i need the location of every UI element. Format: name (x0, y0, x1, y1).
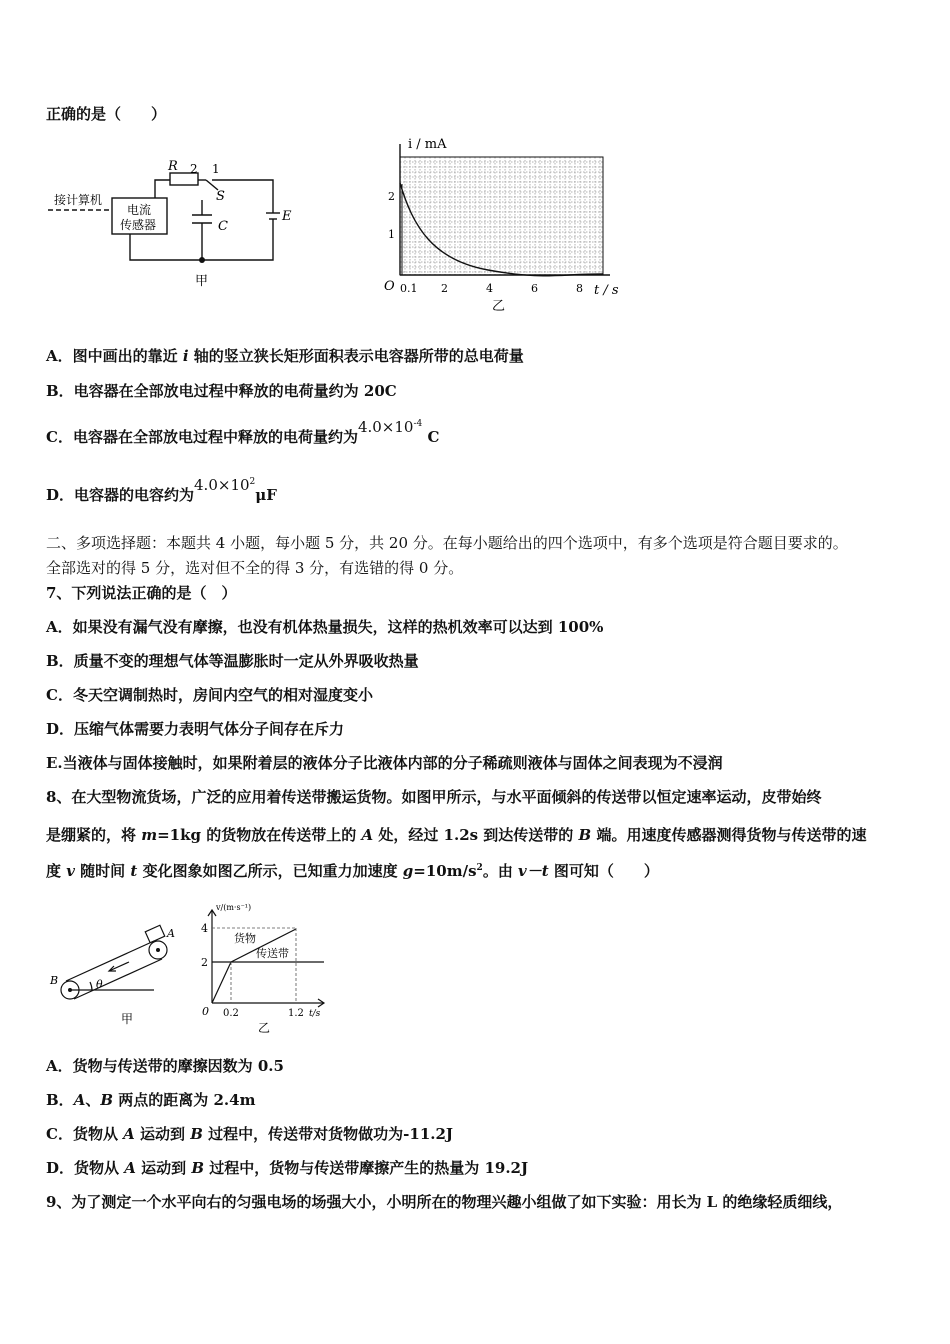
belt-label-a: A (167, 927, 175, 940)
q6-option-a: A．图中画出的靠近 i 轴的竖立狭长矩形面积表示电容器所带的总电荷量 (46, 347, 524, 365)
q9-stem-1: 9、为了测定一个水平向右的匀强电场的场强大小，小明所在的物理兴趣小组做了如下实验：用长为 L 的绝缘轻质细线， (46, 1193, 843, 1211)
q7-option-a: A．如果没有漏气没有摩擦，也没有机体热量损失，这样的热机效率可以达到 100% (46, 618, 604, 636)
graph-x-tick-01: 0.1 (400, 282, 418, 295)
vt-caption: 乙 (258, 1021, 271, 1035)
circuit-label-1: 1 (212, 162, 220, 176)
q6-option-d: D．电容器的电容约为$4.0\times 10^2\mu F$ (46, 476, 277, 504)
vt-origin: 0 (202, 1005, 209, 1018)
vt-x-tick-02: 0.2 (223, 1008, 239, 1019)
graph-x-label: t / s (594, 283, 619, 298)
q6-stem-tail: 正确的是（ ） (46, 105, 167, 123)
circuit-caption: 甲 (195, 274, 209, 289)
graph-x-tick-4: 4 (486, 282, 493, 295)
vt-y-tick-2: 2 (201, 956, 208, 969)
vt-label-cargo: 货物 (234, 932, 256, 945)
q7-option-d: D．压缩气体需要力表明气体分子间存在斥力 (46, 720, 345, 738)
graph-x-tick-8: 8 (576, 282, 583, 295)
belt-label-b: B (50, 974, 59, 987)
circuit-label-s: S (216, 189, 225, 204)
graph-y-label: i / mA (408, 137, 447, 152)
graph-y-tick-2: 2 (388, 190, 395, 203)
vt-label-belt: 传送带 (256, 947, 289, 960)
graph-origin: O (384, 279, 395, 294)
q8-stem-2: 是绷紧的，将 m=1kg 的货物放在传送带上的 A 处，经过 1.2s 到达传送带的 B 端。用速度传感器测得货物与传送带的速 (46, 826, 867, 844)
q6-option-c: C．电容器在全部放电过程中释放的电荷量约为$4.0\times 10^{-4}$ C (46, 418, 440, 446)
q8-stem-3: 度 v 随时间 t 变化图象如图乙所示，已知重力加速度 $g=10m/s^2$。由 v－t 图可知（ ） (46, 862, 659, 880)
graph-y-tick-1: 1 (388, 228, 395, 241)
circuit-diagram (40, 140, 315, 290)
circuit-label-r: R (168, 159, 178, 174)
graph-x-tick-6: 6 (531, 282, 538, 295)
circuit-label-e: E (282, 209, 292, 224)
q8-stem-1: 8、在大型物流货场，广泛的应用着传送带搬运货物。如图甲所示，与水平面倾斜的传送带以恒定速率运动，皮带始终 (46, 788, 822, 806)
current-time-graph (378, 132, 628, 317)
q8-option-b: B．A、B 两点的距离为 2.4m (46, 1091, 256, 1109)
circuit-label-sensor-1: 电流 (127, 203, 152, 217)
q8-option-a: A．货物与传送带的摩擦因数为 0.5 (46, 1057, 284, 1075)
conveyor-belt-diagram (44, 922, 184, 1032)
q7-option-c: C．冬天空调制热时，房间内空气的相对湿度变小 (46, 686, 373, 704)
q8-option-d: D．货物从 A 运动到 B 过程中，货物与传送带摩擦产生的热量为 19.2J (46, 1159, 529, 1177)
vt-y-tick-4: 4 (201, 922, 208, 935)
vt-x-unit: t/s (309, 1009, 321, 1019)
graph-caption: 乙 (492, 299, 506, 314)
vt-x-tick-12: 1.2 (288, 1008, 304, 1019)
q7-stem: 7、下列说法正确的是（ ） (46, 584, 237, 602)
belt-caption: 甲 (121, 1012, 134, 1026)
graph-x-tick-2: 2 (441, 282, 448, 295)
q6-option-b: B．电容器在全部放电过程中释放的电荷量约为 20C (46, 382, 397, 400)
vt-y-label: v/(m·s⁻¹) (216, 903, 252, 912)
velocity-time-graph (196, 898, 336, 1038)
q8-option-c: C．货物从 A 运动到 B 过程中，传送带对货物做功为-11.2J (46, 1125, 454, 1143)
circuit-label-computer: 接计算机 (54, 193, 103, 207)
section2-intro-2: 全部选对的得 5 分，选对但不全的得 3 分，有选错的得 0 分。 (46, 559, 464, 577)
q7-option-e: E.当液体与固体接触时，如果附着层的液体分子比液体内部的分子稀疏则液体与固体之间表现为不浸润 (46, 754, 723, 772)
section2-intro-1: 二、多项选择题：本题共 4 小题，每小题 5 分，共 20 分。在每小题给出的四个选项中，有多个选项是符合题目要求的。 (46, 534, 848, 552)
q7-option-b: B．质量不变的理想气体等温膨胀时一定从外界吸收热量 (46, 652, 419, 670)
circuit-label-c: C (218, 219, 228, 234)
belt-label-theta: θ (96, 978, 103, 991)
circuit-label-2: 2 (190, 162, 198, 176)
circuit-label-sensor-2: 传感器 (120, 218, 157, 232)
